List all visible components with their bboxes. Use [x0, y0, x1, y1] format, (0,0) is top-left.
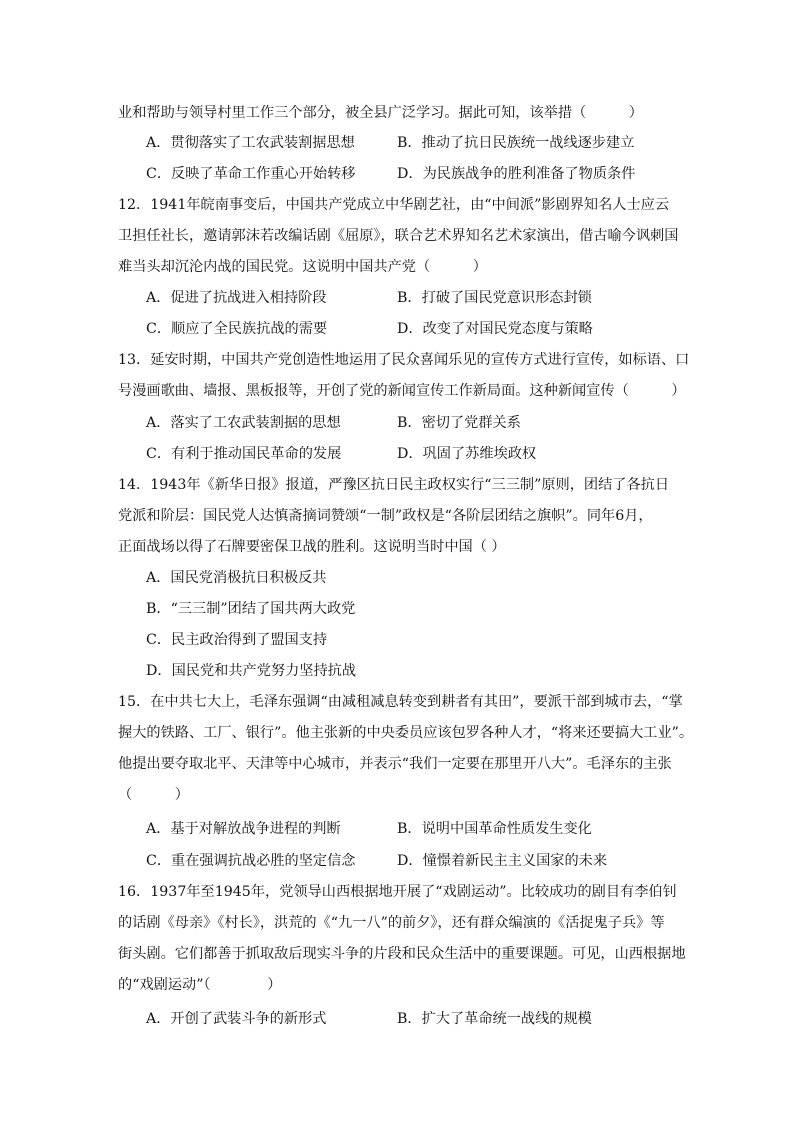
- question-15-line-4: （ ）: [118, 787, 189, 803]
- q16-option-b[interactable]: B．扩大了革命统一战线的规模: [397, 1011, 592, 1027]
- question-15-line-2: 握大的铁路、工厂、银行”。他主张新的中央委员应该包罗各种人才，“将来还要搞大工业”。: [118, 725, 694, 741]
- option-d[interactable]: D．为民族战争的胜利准备了物质条件: [397, 166, 636, 182]
- q15-option-a[interactable]: A．基于对解放战争进程的判断: [146, 821, 341, 837]
- q15-option-b[interactable]: B．说明中国革命性质发生变化: [397, 821, 592, 837]
- q12-option-d[interactable]: D．改变了对国民党态度与策略: [397, 321, 593, 337]
- q15-option-d[interactable]: D．憧憬着新民主主义国家的未来: [397, 853, 608, 869]
- question-16-line-1: 16．1937年至1945年，党领导山西根据地开展了“戏剧运动”。比较成功的剧目有李伯钊: [118, 884, 677, 900]
- question-13-line-1: 13．延安时期，中国共产党创造性地运用了民众喜闻乐见的宣传方式进行宣传，如标语、口: [118, 352, 690, 368]
- option-a[interactable]: A．贯彻落实了工农武装割据思想: [146, 135, 355, 151]
- q14-option-c[interactable]: C．民主政治得到了盟国支持: [146, 632, 328, 648]
- q14-option-a[interactable]: A．国民党消极抗日积极反共: [146, 570, 327, 586]
- question-12-line-3: 难当头却沉沦内战的国民党。这说明中国共产党（ ）: [118, 259, 487, 275]
- question-16-line-3: 街头剧。它们都善于抓取敌后现实斗争的片段和民众生活中的重要课题。可见，山西根据地: [118, 946, 686, 962]
- question-14-line-2: 党派和阶层：国民党人达慎斋摘词赞颂“一制”政权是“各阶层团结之旗帜”。同年6月，: [118, 508, 653, 524]
- question-12-line-1: 12．1941年皖南事变后，中国共产党成立中华剧艺社，由“中间派”影剧界知名人士应云: [118, 197, 670, 213]
- option-c[interactable]: C．反映了革命工作重心开始转移: [146, 166, 356, 182]
- option-b[interactable]: B．推动了抗日民族统一战线逐步建立: [397, 135, 635, 151]
- question-16-line-4: 的“戏剧运动”（ ）: [118, 977, 282, 993]
- q14-option-d[interactable]: D．国民党和共产党努力坚持抗战: [146, 663, 357, 679]
- question-stem-line: 业和帮助与领导村里工作三个部分，被全县广泛学习。据此可知，该举措（ ）: [118, 105, 643, 121]
- q13-option-c[interactable]: C．有利于推动国民革命的发展: [146, 446, 342, 462]
- q16-option-a[interactable]: A．开创了武装斗争的新形式: [146, 1011, 327, 1027]
- question-16-line-2: 的话剧《母亲》《村长》，洪荒的《“九一八”的前夕》，还有群众编演的《活捉鬼子兵》等: [118, 915, 665, 931]
- q12-option-b[interactable]: B．打破了国民党意识形态封锁: [397, 290, 592, 306]
- q13-option-b[interactable]: B．密切了党群关系: [397, 415, 521, 431]
- question-15-line-3: 他提出要夺取北平、天津等中心城市，并表示“我们一定要在那里开八大”。毛泽东的主张: [118, 756, 672, 772]
- question-13-line-2: 号漫画歌曲、墙报、黑板报等，开创了党的新闻宣传工作新局面。这种新闻宣传（ ）: [118, 383, 686, 399]
- question-12-line-2: 卫担任社长，邀请郭沫若改编话剧《屈原》，联合艺术界知名艺术家演出，借古喻今讽刺国: [118, 228, 679, 244]
- q13-option-a[interactable]: A．落实了工农武装割据的思想: [146, 415, 341, 431]
- q12-option-c[interactable]: C．顺应了全民族抗战的需要: [146, 321, 328, 337]
- q15-option-c[interactable]: C．重在强调抗战必胜的坚定信念: [146, 853, 356, 869]
- q12-option-a[interactable]: A．促进了抗战进入相持阶段: [146, 290, 327, 306]
- question-14-line-1: 14．1943年《新华日报》报道，严豫区抗日民主政权实行“三三制”原则，团结了各抗日: [118, 477, 670, 493]
- q13-option-d[interactable]: D．巩固了苏维埃政权: [397, 446, 537, 462]
- question-14-line-3: 正面战场以得了石牌要密保卫战的胜利。这说明当时中国（ ）: [118, 539, 506, 555]
- q14-option-b[interactable]: B．“三三制”团结了国共两大政党: [146, 601, 356, 617]
- question-15-line-1: 15．在中共七大上，毛泽东强调“由减租减息转变到耕者有其田”，要派干部到城市去，“掌: [118, 694, 683, 710]
